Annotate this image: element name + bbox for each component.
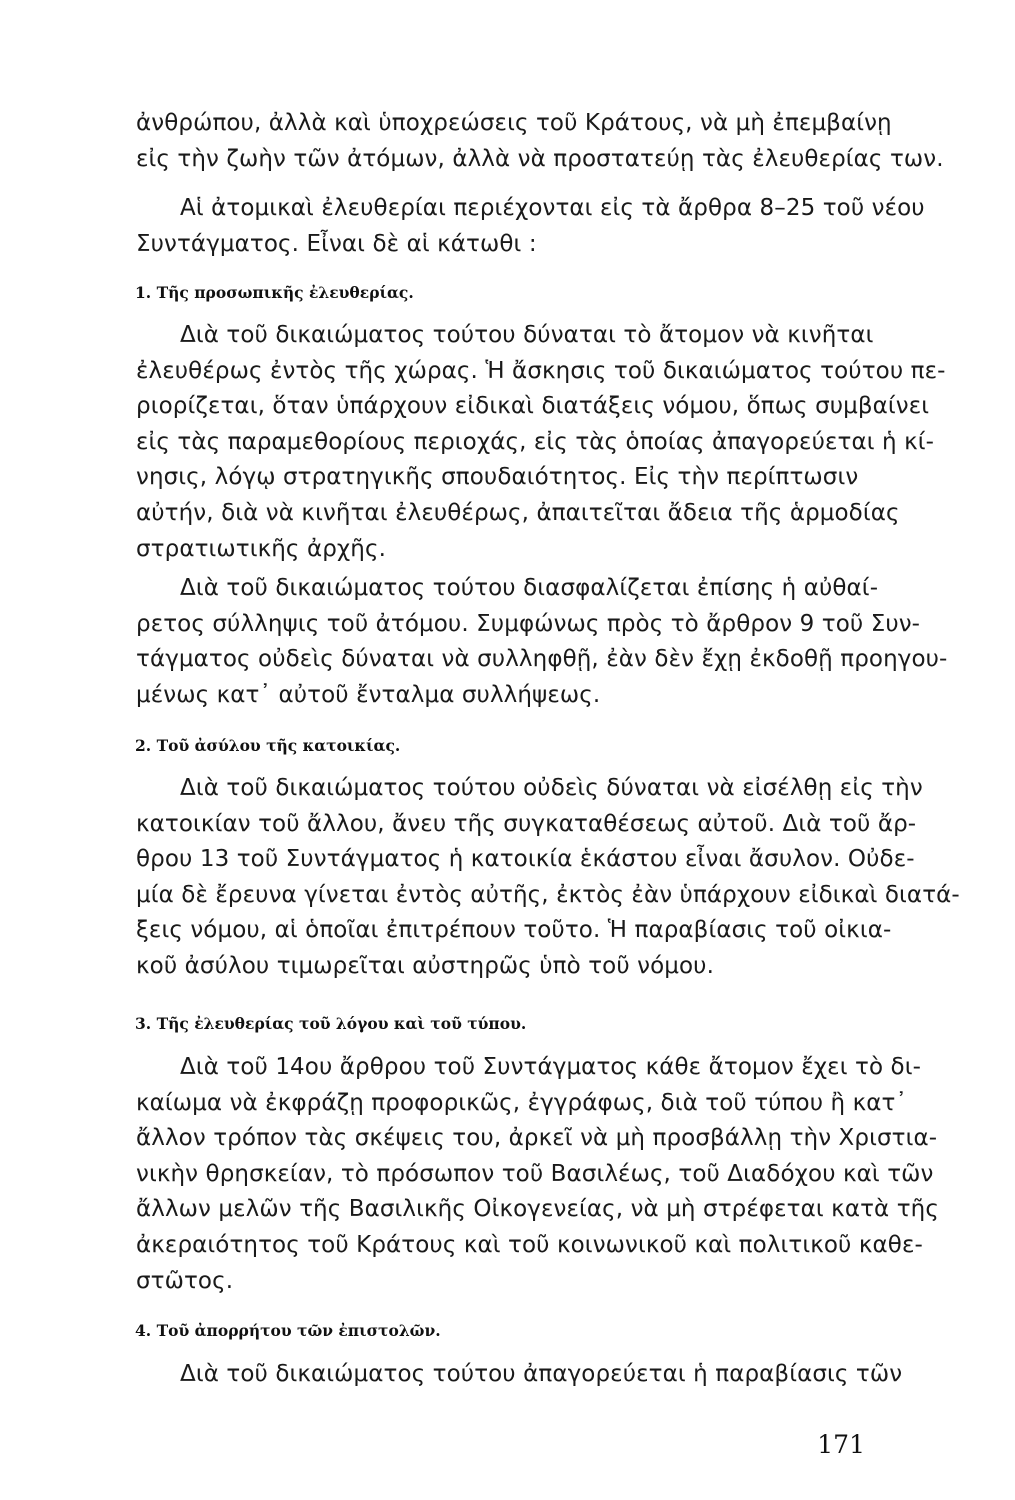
text-line: εἰς τὴν ζωὴν τῶν ἀτόμων, ἀλλὰ νὰ προστατεύῃ τὰς ἐλευθερίας των. [136, 145, 944, 172]
section-heading-3: 3. Τῆς ἐλευθερίας τοῦ λόγου καὶ τοῦ τύπου. [135, 1014, 527, 1033]
text-line: μένως κατ᾽ αὐτοῦ ἔνταλμα συλλήψεως. [136, 681, 601, 708]
text-line: Διὰ τοῦ δικαιώματος τούτου οὐδεὶς δύναται νὰ εἰσέλθῃ εἰς τὴν [180, 775, 923, 801]
section-heading-1: 1. Τῆς προσωπικῆς ἐλευθερίας. [135, 283, 414, 302]
text-line: Διὰ τοῦ δικαιώματος τούτου διασφαλίζεται ἐπίσης ἡ αὐθαί- [180, 575, 879, 601]
text-line: εἰς τὰς παραμεθορίους περιοχάς, εἰς τὰς ὁποίας ἀπαγορεύεται ἡ κί- [136, 428, 935, 455]
text-line: ρετος σύλληψις τοῦ ἀτόμου. Συμφώνως πρὸς τὸ ἄρθρον 9 τοῦ Συν- [136, 610, 921, 637]
section-heading-2: 2. Τοῦ ἀσύλου τῆς κατοικίας. [135, 736, 401, 755]
section-heading-4: 4. Τοῦ ἀπορρήτου τῶν ἐπιστολῶν. [135, 1321, 441, 1340]
text-line: Συντάγματος. Εἶναι δὲ αἱ κάτωθι : [136, 230, 537, 257]
text-line: κατοικίαν τοῦ ἄλλου, ἄνευ τῆς συγκαταθέσεως αὐτοῦ. Διὰ τοῦ ἄρ- [136, 810, 917, 837]
text-line: Διὰ τοῦ 14ου ἄρθρου τοῦ Συντάγματος κάθε ἄτομον ἔχει τὸ δι- [180, 1054, 921, 1080]
paragraph-6 [136, 1050, 939, 1299]
text-line: ἄλλον τρόπον τὰς σκέψεις του, ἀρκεῖ νὰ μὴ προσβάλλῃ τὴν Χριστια- [136, 1125, 938, 1152]
paragraph-4 [136, 571, 948, 713]
text-line: ἀκεραιότητος τοῦ Κράτους καὶ τοῦ κοινωνικοῦ καὶ πολιτικοῦ καθε- [136, 1231, 923, 1258]
paragraph-5 [136, 771, 960, 985]
text-line: κοῦ ἀσύλου τιμωρεῖται αὐστηρῶς ὑπὸ τοῦ νόμου. [136, 952, 714, 979]
text-line: ἄλλων μελῶν τῆς Βασιλικῆς Οἰκογενείας, νὰ μὴ στρέφεται κατὰ τῆς [136, 1196, 939, 1223]
text-line: αὐτήν, διὰ νὰ κινῆται ἐλευθέρως, ἀπαιτεῖται ἄδεια τῆς ἁρμοδίας [136, 499, 900, 526]
paragraph-3 [136, 318, 946, 567]
text-line: Αἱ ἀτομικαὶ ἐλευθερίαι περιέχονται εἰς τὰ ἄρθρα 8–25 τοῦ νέου [180, 195, 925, 221]
page-number: 171 [817, 1430, 865, 1459]
text-line: καίωμα νὰ ἐκφράζῃ προφορικῶς, ἐγγράφως, διὰ τοῦ τύπου ἢ κατ᾽ [136, 1089, 908, 1116]
text-line: στῶτος. [136, 1267, 234, 1294]
text-line: ριορίζεται, ὅταν ὑπάρχουν εἰδικαὶ διατάξεις νόμου, ὅπως συμβαίνει [136, 393, 930, 420]
text-line: Διὰ τοῦ δικαιώματος τούτου ἀπαγορεύεται ἡ παραβίασις τῶν [180, 1361, 903, 1387]
text-line: νησις, λόγῳ στρατηγικῆς σπουδαιότητος. Εἰς τὴν περίπτωσιν [136, 464, 859, 491]
text-line: τάγματος οὐδεὶς δύναται νὰ συλληφθῇ, ἐὰν δὲν ἔχῃ ἐκδοθῇ προηγου- [136, 646, 948, 673]
text-line: ἀνθρώπου, ἀλλὰ καὶ ὑποχρεώσεις τοῦ Κράτους, νὰ μὴ ἐπεμβαίνῃ [136, 110, 892, 136]
paragraph-1 [136, 106, 944, 177]
text-line: ξεις νόμου, αἱ ὁποῖαι ἐπιτρέπουν τοῦτο. Ἡ παραβίασις τοῦ οἰκια- [136, 917, 892, 944]
text-line: στρατιωτικῆς ἀρχῆς. [136, 535, 386, 562]
paragraph-7 [136, 1357, 903, 1393]
text-line: θρου 13 τοῦ Συντάγματος ἡ κατοικία ἑκάστου εἶναι ἄσυλον. Οὐδε- [136, 846, 915, 873]
paragraph-2 [136, 191, 925, 262]
text-line: ἐλευθέρως ἐντὸς τῆς χώρας. Ἡ ἄσκησις τοῦ δικαιώματος τούτου πε- [136, 357, 946, 384]
text-line: νικὴν θρησκείαν, τὸ πρόσωπον τοῦ Βασιλέως, τοῦ Διαδόχου καὶ τῶν [136, 1160, 934, 1187]
text-line: μία δὲ ἔρευνα γίνεται ἐντὸς αὐτῆς, ἐκτὸς ἐὰν ὑπάρχουν εἰδικαὶ διατά- [136, 881, 960, 908]
text-line: Διὰ τοῦ δικαιώματος τούτου δύναται τὸ ἄτομον νὰ κινῆται [180, 322, 874, 348]
